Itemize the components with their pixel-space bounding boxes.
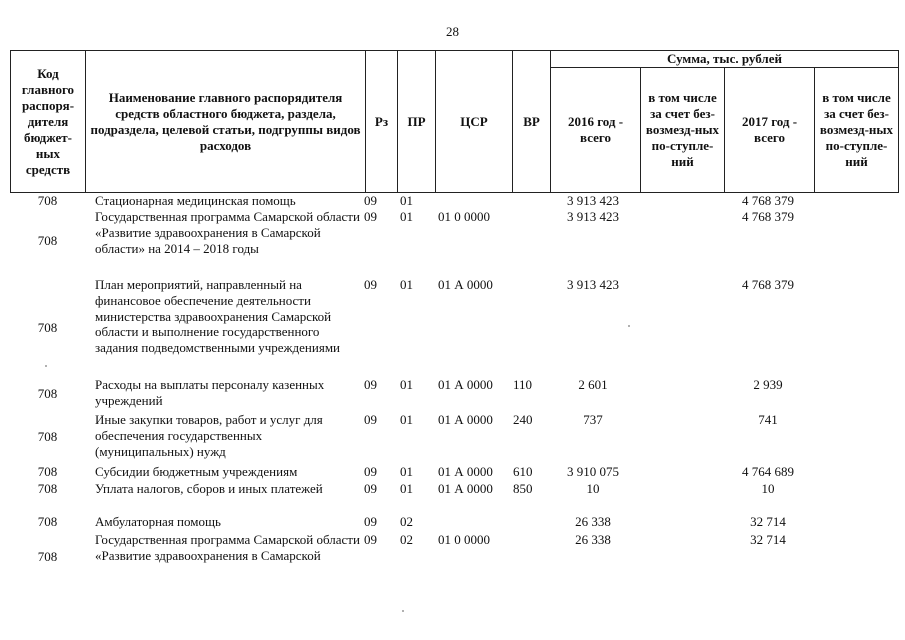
table-row (10, 412, 890, 464)
row-2017: 4 768 379 (742, 277, 794, 292)
table-row (10, 377, 890, 412)
row-2017: 741 (758, 412, 778, 427)
row-rz: 09 (364, 532, 377, 547)
row-pr: 01 (400, 209, 413, 224)
row-code: 708 (37, 429, 58, 444)
header-sum: Сумма, тыс. рублей (551, 51, 899, 68)
row-pr: 01 (400, 481, 413, 496)
scan-speck (402, 610, 404, 612)
row-name: Государственная программа Самарской области «Развитие здравоохранения в Самарской области» на 2014 – 2018 годы (95, 209, 360, 256)
row-pr: 01 (400, 377, 413, 392)
row-csr: 01 А 0000 (438, 481, 493, 496)
header-rz: Рз (366, 51, 398, 193)
row-code: 708 (37, 233, 58, 248)
row-code: 708 (37, 481, 58, 496)
row-vr: 110 (513, 377, 533, 392)
header-pr: ПР (398, 51, 436, 193)
row-code: 708 (37, 549, 58, 564)
row-pr: 01 (400, 412, 413, 427)
header-2016-incl: в том числе за счет без-возмезд-ных по-ступле-ний (641, 68, 725, 193)
scan-speck (45, 365, 47, 367)
table-row (10, 209, 890, 277)
row-2017: 4 764 689 (742, 464, 794, 479)
row-2016: 26 338 (575, 514, 611, 529)
row-code: 708 (37, 464, 58, 479)
row-csr: 01 А 0000 (438, 464, 493, 479)
header-vr: ВР (513, 51, 551, 193)
row-rz: 09 (364, 464, 377, 479)
row-pr: 02 (400, 514, 413, 529)
row-csr: 01 А 0000 (438, 377, 493, 392)
row-csr: 01 0 0000 (438, 532, 490, 547)
table-row (10, 532, 890, 584)
header-2017-incl: в том числе за счет без-возмезд-ных по-ступле-ний (815, 68, 899, 193)
row-name: План мероприятий, направленный на финансовое обеспечение деятельности министерства здравоохранения Самарской области и выполнение государственного задания подведомственными учреждениями (95, 277, 341, 356)
header-2017-total: 2017 год - всего (725, 68, 815, 193)
table-row (10, 193, 890, 209)
row-code: 708 (37, 514, 58, 529)
row-rz: 09 (364, 209, 377, 224)
row-2016: 3 913 423 (567, 209, 619, 224)
row-2017: 32 714 (750, 514, 786, 529)
row-pr: 01 (400, 464, 413, 479)
row-code: 708 (37, 320, 58, 335)
table-header (10, 50, 899, 193)
header-2016-total: 2016 год - всего (551, 68, 641, 193)
table-row (10, 464, 890, 481)
page-number: 28 (446, 24, 459, 39)
row-2016: 3 913 423 (567, 193, 619, 208)
row-name: Государственная программа Самарской области «Развитие здравоохранения в Самарской (95, 532, 360, 563)
row-2016: 737 (583, 412, 603, 427)
row-name: Расходы на выплаты персоналу казенных учреждений (95, 377, 325, 408)
table-row (10, 514, 890, 532)
row-name: Иные закупки товаров, работ и услуг для обеспечения государственных (муниципальных) нужд (95, 412, 323, 459)
row-vr: 850 (513, 481, 533, 496)
row-2017: 2 939 (753, 377, 783, 392)
header-csr: ЦСР (436, 51, 513, 193)
row-vr: 240 (513, 412, 533, 427)
row-2017: 32 714 (750, 532, 786, 547)
row-rz: 09 (364, 193, 377, 208)
row-2017: 4 768 379 (742, 193, 794, 208)
scan-speck (628, 325, 630, 327)
row-code: 708 (37, 386, 58, 401)
row-csr: 01 0 0000 (438, 209, 490, 224)
row-pr: 01 (400, 277, 413, 292)
header-code: Код главного распоря-дителя бюджет-ных средств (11, 51, 86, 193)
row-pr: 01 (400, 193, 413, 208)
table-row (10, 277, 890, 377)
row-2016: 26 338 (575, 532, 611, 547)
row-name: Амбулаторная помощь (95, 514, 221, 529)
row-2016: 2 601 (578, 377, 608, 392)
row-2017: 4 768 379 (742, 209, 794, 224)
row-code: 708 (37, 193, 58, 208)
row-name: Уплата налогов, сборов и иных платежей (95, 481, 323, 496)
row-pr: 02 (400, 532, 413, 547)
row-rz: 09 (364, 481, 377, 496)
header-name: Наименование главного распорядителя средств областного бюджета, раздела, подраздела, целевой статьи, подгруппы видов расходов (86, 51, 366, 193)
row-rz: 09 (364, 514, 377, 529)
row-csr: 01 А 0000 (438, 412, 493, 427)
row-2016: 3 913 423 (567, 277, 619, 292)
table-row (10, 481, 890, 514)
row-2017: 10 (761, 481, 775, 496)
row-name: Субсидии бюджетным учреждениям (95, 464, 298, 479)
row-2016: 10 (586, 481, 600, 496)
row-2016: 3 910 075 (567, 464, 619, 479)
row-rz: 09 (364, 412, 377, 427)
row-csr: 01 А 0000 (438, 277, 493, 292)
table-body (10, 193, 890, 584)
row-vr: 610 (513, 464, 533, 479)
row-rz: 09 (364, 377, 377, 392)
row-name: Стационарная медицинская помощь (95, 193, 296, 208)
row-rz: 09 (364, 277, 377, 292)
